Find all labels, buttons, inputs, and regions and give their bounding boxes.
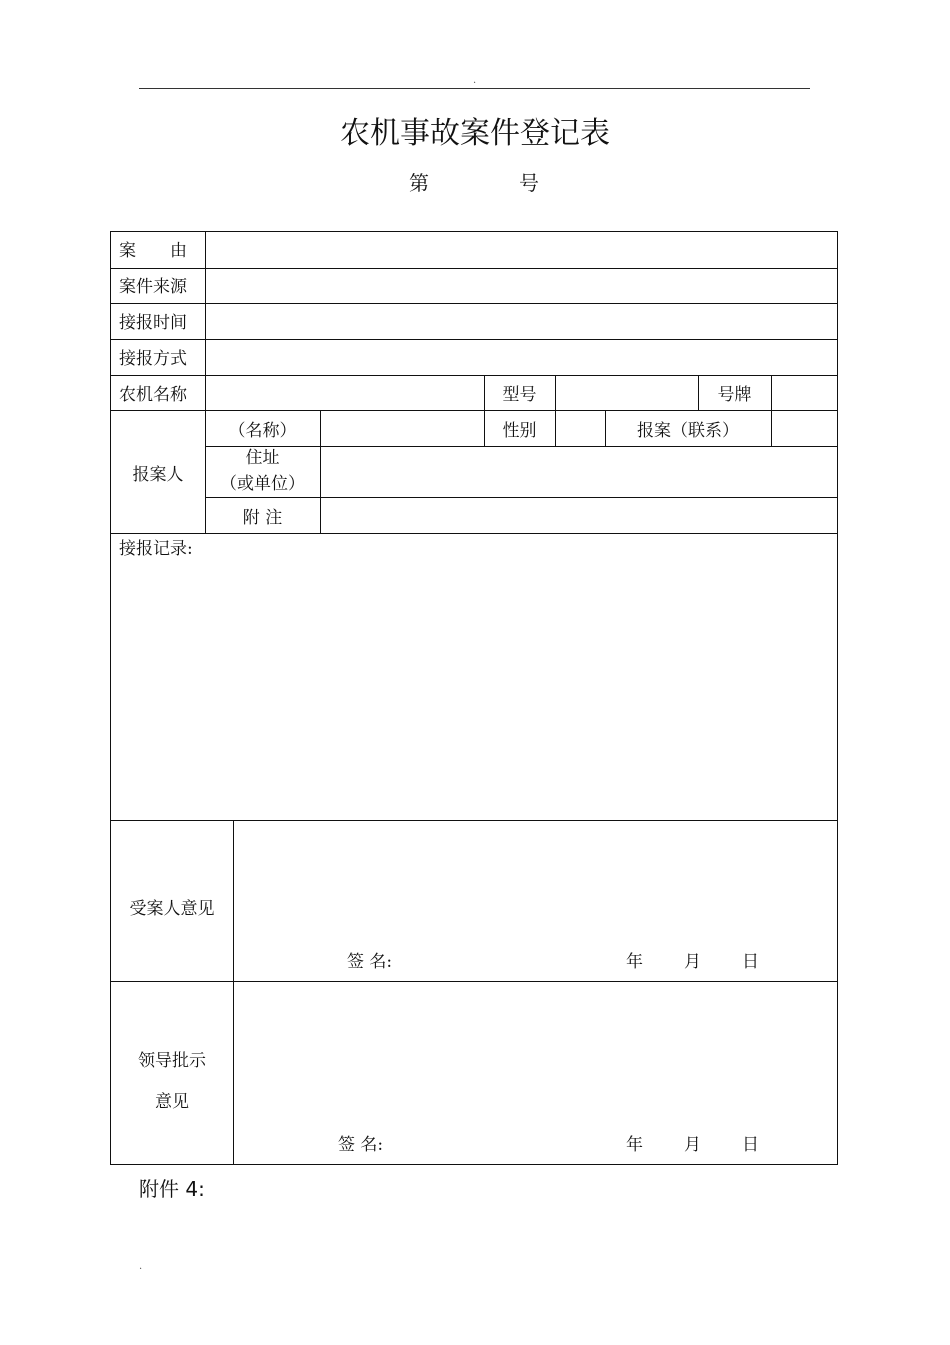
leader-sign-label: 签 名:	[338, 1135, 384, 1155]
row-line	[111, 410, 837, 411]
page-title: 农机事故案件登记表	[340, 116, 610, 151]
leader-year: 年	[626, 1135, 643, 1155]
label-address-line2: （或单位）	[220, 474, 305, 494]
registration-form	[110, 231, 838, 1165]
number-prefix: 第	[409, 171, 429, 195]
number-suffix: 号	[519, 171, 539, 195]
row-line	[111, 268, 837, 269]
label-contact: 报案（联系）	[637, 421, 739, 441]
footer-dot: .	[139, 1261, 143, 1272]
label-report-method: 接报方式	[119, 349, 187, 369]
row-line	[111, 533, 837, 534]
label-model: 型号	[502, 385, 537, 405]
row-line	[111, 339, 837, 340]
label-address-line1: 住址	[245, 448, 280, 468]
row-line	[111, 375, 837, 376]
col-line	[233, 820, 234, 1164]
leader-month: 月	[684, 1135, 701, 1155]
label-acceptor-opinion: 受案人意见	[129, 899, 215, 919]
acceptor-sign-label: 签 名:	[347, 952, 393, 972]
row-line	[111, 981, 837, 982]
label-gender: 性别	[502, 421, 537, 441]
label-leader-line1: 领导批示	[138, 1051, 206, 1071]
acceptor-day: 日	[742, 952, 759, 972]
header-dot: .	[473, 75, 477, 86]
col-line	[771, 375, 772, 446]
acceptor-month: 月	[684, 952, 701, 972]
label-address	[205, 445, 320, 497]
label-case-source: 案件来源	[119, 277, 187, 297]
row-line	[205, 497, 837, 498]
label-record: 接报记录:	[119, 539, 193, 559]
attachment-label: 附件 4:	[139, 1177, 205, 1201]
leader-day: 日	[742, 1135, 759, 1155]
label-machine-name: 农机名称	[119, 385, 187, 405]
acceptor-year: 年	[626, 952, 643, 972]
label-leader-line2: 意见	[155, 1092, 189, 1112]
header-rule	[139, 88, 810, 89]
label-report-time: 接报时间	[119, 313, 187, 333]
label-remark: 附 注	[242, 508, 283, 528]
col-line	[320, 410, 321, 533]
col-line	[555, 375, 556, 446]
label-reporter-name: （名称）	[228, 421, 297, 441]
row-line	[111, 820, 837, 821]
label-reporter: 报案人	[132, 465, 184, 485]
row-line	[111, 303, 837, 304]
label-plate: 号牌	[717, 385, 752, 405]
label-case-reason: 案 由	[119, 241, 187, 261]
